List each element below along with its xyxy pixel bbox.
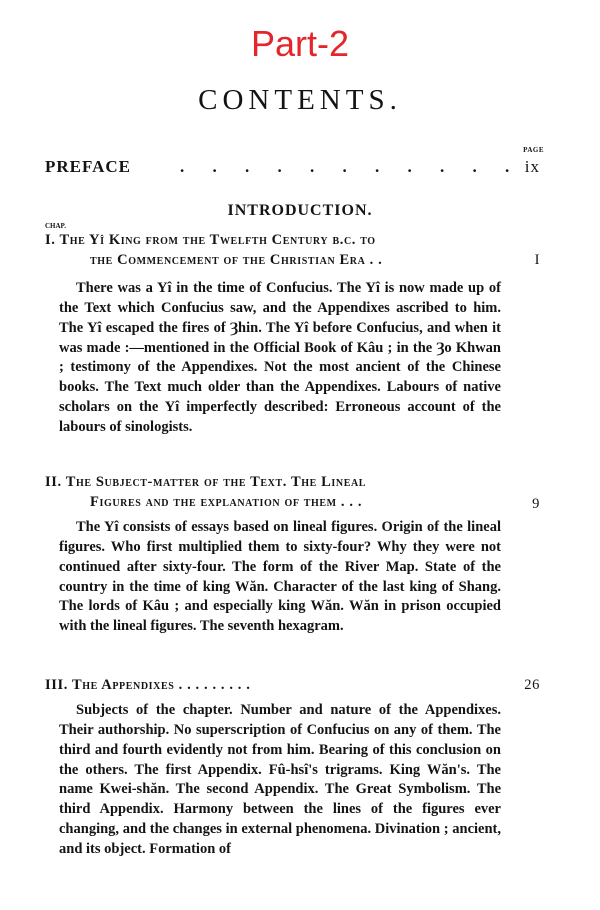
page-column-header: PAGE bbox=[523, 146, 544, 154]
section-3-summary: Subjects of the chapter. Number and nature of the Appendixes. Their authorship. No superscription of Confucius on any of them. The third and fourth evidently not from him. Bearing of this conclusion on the others. The first Appendix. Fû-hsî's trigrams. King Wăn's. The name Kwei-shăn. The second Appendix. The Great Symbolism. The third Appendix. Harmony between the lines of the figures ever changing, and the changes in external phenomena. Divination ; ancient, and its object. Formation of bbox=[59, 702, 501, 857]
part-banner: Part-2 bbox=[250, 23, 350, 64]
section-2-title-line1: The Subject-matter of the Text. The Lineal bbox=[65, 474, 367, 490]
section-3-number: III. bbox=[45, 677, 68, 693]
section-2-page-number: 9 bbox=[532, 496, 540, 512]
section-2-summary: The Yî consists of essays based on lineal figures. Origin of the lineal figures. Who first multiplied them to sixty-four? Why they were not continued after sixty-four. The form of the River Map. State of the country in the time of king Wăn. Character of the last king of Shang. The lords of Kâu ; and especially king Wăn. Wăn in prison occupied with the lineal figures. The seventh hexagram. bbox=[59, 519, 501, 635]
leader-dots: . . . . . . . . . . . bbox=[180, 157, 522, 176]
section-2-title[interactable] bbox=[45, 472, 540, 512]
preface-entry[interactable] bbox=[45, 157, 540, 181]
section-3-title-line1: The Appendixes . . . . . . . . . bbox=[71, 677, 251, 693]
contents-title: CONTENTS. bbox=[198, 84, 402, 116]
section-1-title-line1: The Yî King from the Twelfth Century b.c. to bbox=[59, 232, 376, 248]
preface-label: PREFACE bbox=[45, 157, 132, 176]
introduction-heading: INTRODUCTION. bbox=[227, 202, 373, 219]
section-3-title[interactable] bbox=[45, 675, 540, 695]
section-3-page-number: 26 bbox=[524, 677, 540, 693]
preface-page-number: ix bbox=[524, 157, 540, 176]
section-1-number: I. bbox=[45, 232, 56, 248]
chapter-label: CHAP. bbox=[45, 222, 66, 230]
section-2-title-line2: Figures and the explanation of them . . . bbox=[90, 494, 363, 510]
section-1-summary: There was a Yî in the time of Confucius. The Yî is now made up of the Text which Confucius saw, and the Appendixes ascribed to him. The Yî escaped the fires of Ȝhin. The Yî before Confucius, and when it was made :—mentioned in the Official Book of Kâu ; in the Ȝo Khwan ; testimony of the Appendixes. Not the most ancient of the Chinese books. The Text much older than the Appendixes. Labours of native scholars on the Yî imperfectly described: Erroneous account of the labours of sinologists. bbox=[59, 280, 501, 435]
section-1-title-line2: the Commencement of the Christian Era . . bbox=[90, 252, 383, 268]
section-1-title[interactable] bbox=[45, 230, 540, 270]
section-2-number: II. bbox=[45, 474, 62, 490]
section-1-page-number: I bbox=[534, 252, 540, 268]
